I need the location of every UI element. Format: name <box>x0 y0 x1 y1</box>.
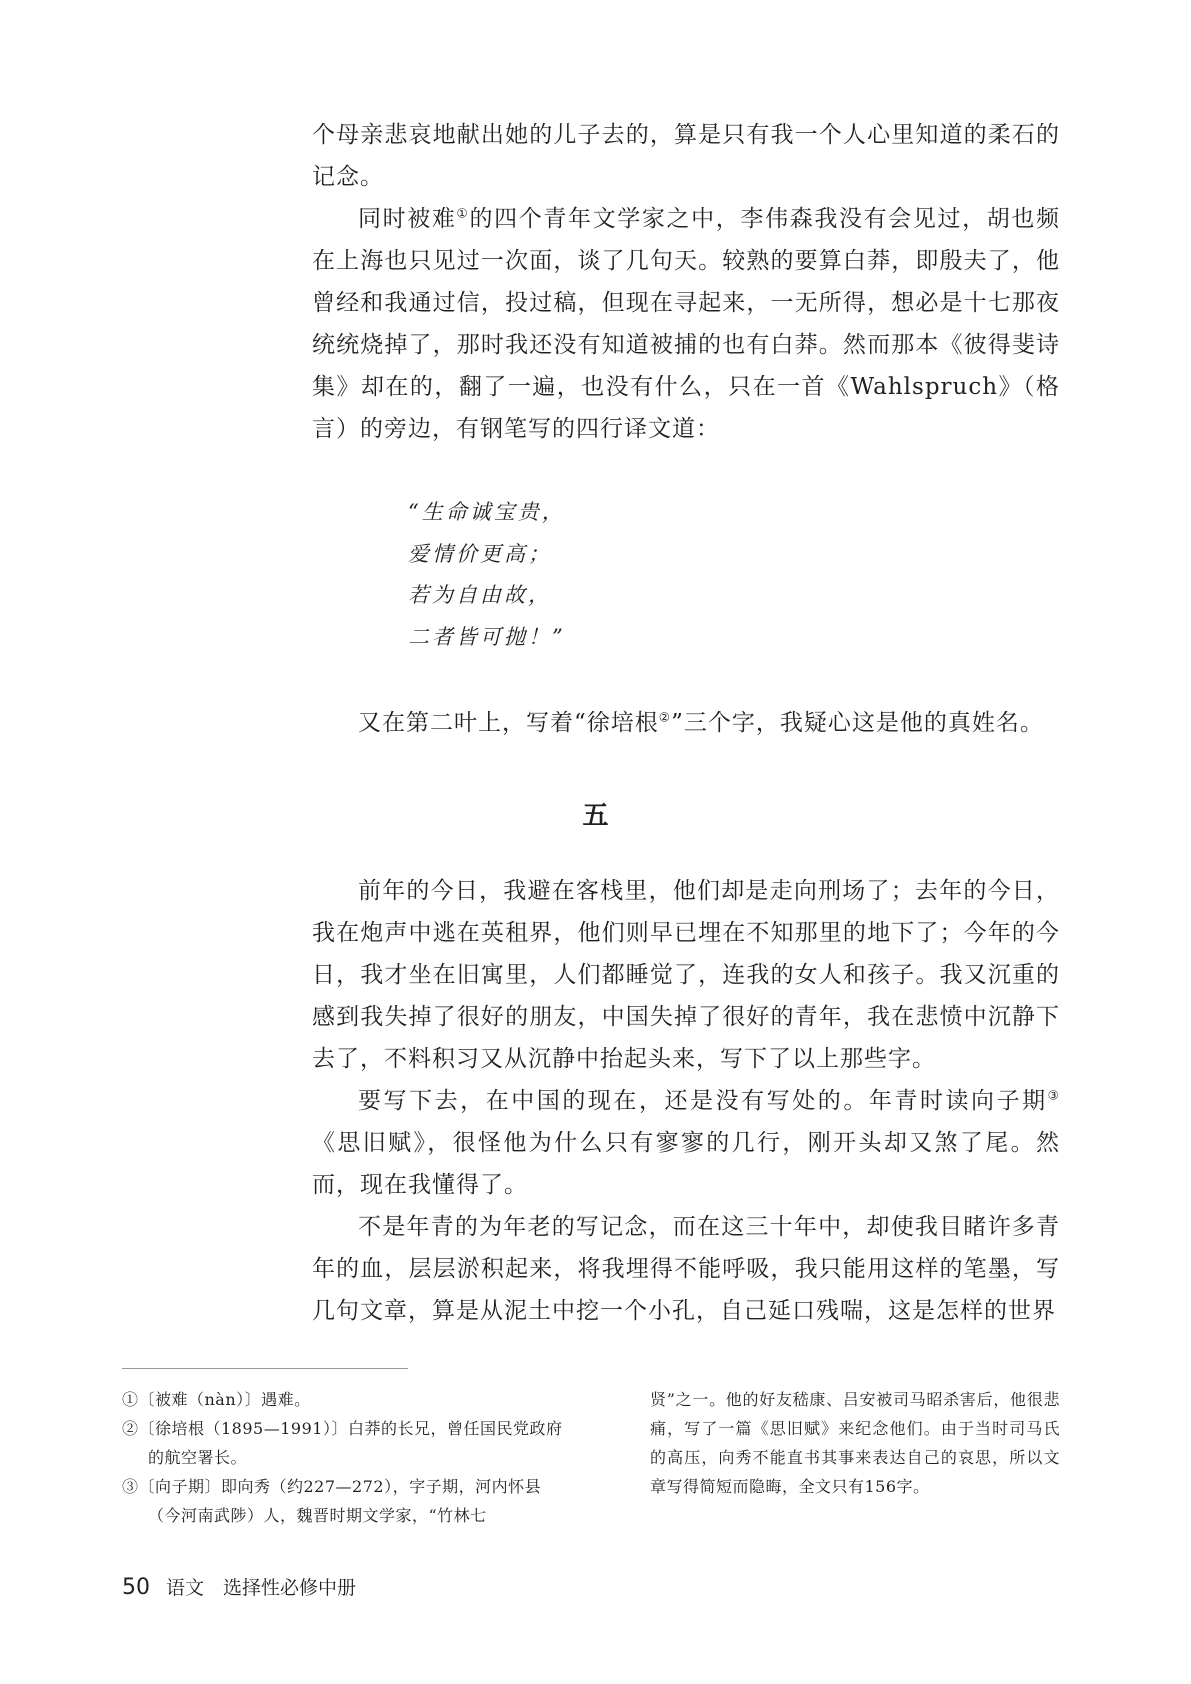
page-footer <box>122 1573 356 1600</box>
footnote-ref-1[interactable]: ① <box>456 205 470 221</box>
paragraph-thirty-years <box>312 1206 1060 1332</box>
paragraph-text <box>312 1080 1060 1206</box>
poem-line-2: 爱情价更高； <box>408 541 552 566</box>
footnotes-right-column <box>650 1385 1060 1501</box>
paragraph-anniversary <box>312 870 1060 1080</box>
paragraph-sijiufu <box>312 1080 1060 1206</box>
paragraph-text-part: 又在第二叶上，写着“徐培根 <box>358 710 659 736</box>
paragraph-text-part: 同时被难 <box>358 206 457 232</box>
paragraph-text <box>312 198 1060 450</box>
paragraph-text-part: 《思旧赋》，很怪他为什么只有寥寥的几行，刚开头却又煞了尾。然而，现在我懂得了。 <box>312 1130 1060 1198</box>
footnote-1: ①〔被难（nàn）〕遇难。 <box>122 1390 311 1409</box>
footnote-divider <box>122 1368 408 1369</box>
paragraph-text: 个母亲悲哀地献出她的儿子去的，算是只有我一个人心里知道的柔石的记念。 <box>312 122 1060 190</box>
paragraph-continued <box>312 114 1060 198</box>
footnotes-left-column <box>122 1385 572 1530</box>
poem-line-4: 二者皆可抛！” <box>408 624 566 649</box>
paragraph-text <box>312 702 1060 744</box>
paragraph-text: 不是年青的为年老的写记念，而在这三十年中，却使我目睹许多青年的血，层层淤积起来，将我埋得不能呼吸，我只能用这样的笔墨，写几句文章，算是从泥土中挖一个小孔，自己延口残喘，这是怎样的世界 <box>312 1214 1060 1324</box>
footnote-ref-2[interactable]: ② <box>658 709 672 725</box>
page-number: 50 <box>122 1575 150 1600</box>
section-heading: 五 <box>582 801 609 831</box>
paragraph-text: 前年的今日，我避在客栈里，他们却是走向刑场了；去年的今日，我在炮声中逃在英租界，他们则早已埋在不知那里的地下了；今年的今日，我才坐在旧寓里，人们都睡觉了，连我的女人和孩子。我又沉重的感到我失掉了很好的朋友，中国失掉了很好的青年，我在悲愤中沉静下去了，不料积习又从沉静中抬起头来，写下了以上那些字。 <box>312 878 1060 1072</box>
footnote-3-continued: 贤”之一。他的好友嵇康、吕安被司马昭杀害后，他很悲痛，写了一篇《思旧赋》来纪念他们。由于当时司马氏的高压，向秀不能直书其事来表达自己的哀思，所以文章写得简短而隐晦，全文只有156字。 <box>650 1390 1060 1496</box>
poem-line-3: 若为自由故， <box>408 583 552 607</box>
paragraph-text-part: 要写下去，在中国的现在，还是没有写处的。年青时读向子期 <box>358 1088 1048 1114</box>
poem-line-1: “生命诚宝贵， <box>408 500 566 524</box>
paragraph-text-part: 的四个青年文学家之中，李伟森我没有会见过，胡也频在上海也只见过一次面，谈了几句天。较熟的要算白莽，即殷夫了，他曾经和我通过信，投过稿，但现在寻起来，一无所得，想必是十七那夜统统烧掉了，那时我还没有知道被捕的也有白莽。然而那本《彼得斐诗集》却在的，翻了一遍，也没有什么，只在一首《Wahlspruch》（格言）的旁边，有钢笔写的四行译文道： <box>312 206 1061 442</box>
paragraph-second-leaf <box>312 702 1060 744</box>
footnote-3: ③〔向子期〕即向秀（约227—272），字子期，河内怀县（今河南武陟）人，魏晋时期文学家，“竹林七 <box>122 1477 542 1525</box>
footnote-2: ②〔徐培根（1895—1991）〕白莽的长兄，曾任国民党政府的航空署长。 <box>122 1419 563 1467</box>
paragraph-text-part: ”三个字，我疑心这是他的真姓名。 <box>671 710 1044 736</box>
book-title: 语文 选择性必修中册 <box>166 1577 357 1599</box>
poem-quote <box>408 492 566 658</box>
footnote-ref-3[interactable]: ③ <box>1047 1087 1060 1103</box>
paragraph-translation-intro <box>312 198 1060 450</box>
